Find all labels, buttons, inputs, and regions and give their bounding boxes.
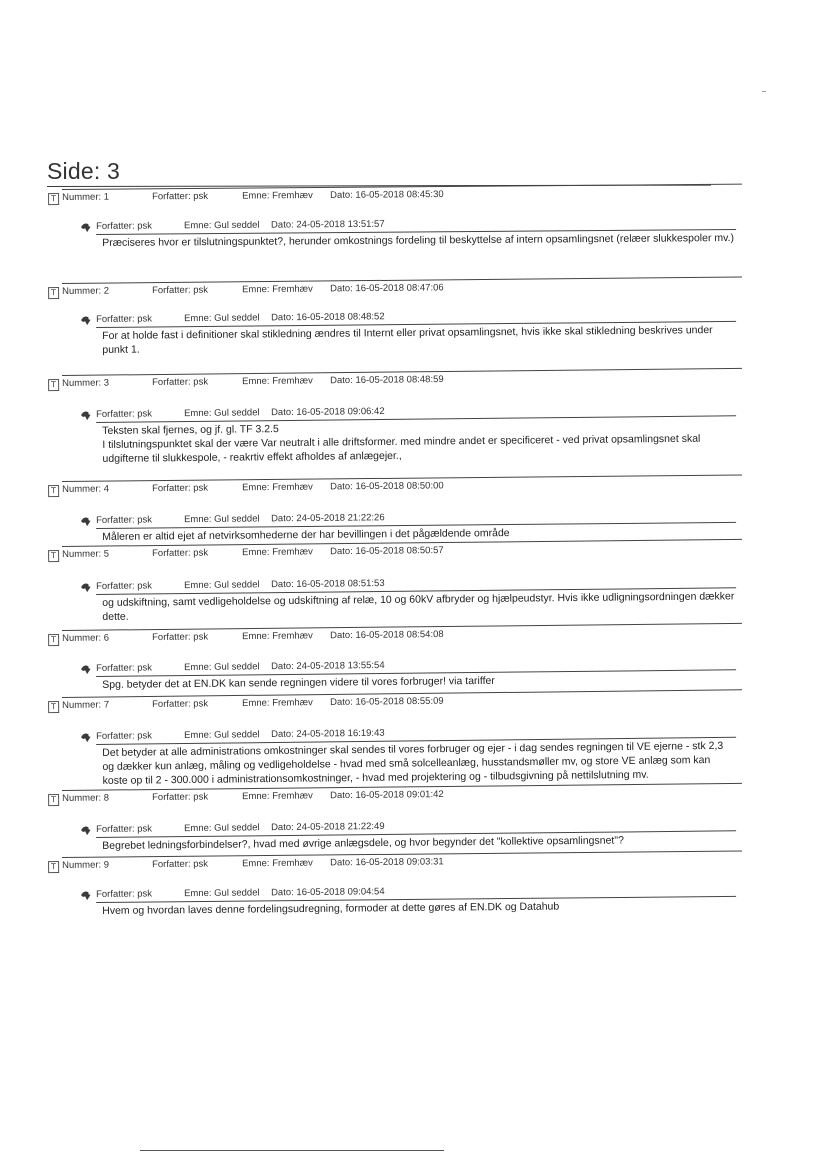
reply-author: Forfatter: psk [96, 408, 153, 420]
text-annotation-icon: T [48, 485, 59, 497]
reply-note [96, 574, 736, 624]
comment-entry [51, 368, 742, 394]
comment-author: Forfatter: psk [152, 376, 209, 389]
comment-subject: Emne: Fremhæv [242, 630, 313, 643]
comment-number: Nummer: 6 [62, 632, 110, 644]
comment-header [51, 276, 742, 302]
reply-author: Forfatter: psk [96, 514, 153, 526]
text-annotation-icon: T [48, 287, 59, 299]
reply-date: Dato: 16-05-2018 09:06:42 [270, 405, 385, 419]
comment-number: Nummer: 7 [62, 699, 110, 711]
comment-author: Forfatter: psk [152, 284, 209, 297]
page-title: Side: 3 [47, 158, 121, 184]
reply-note [96, 883, 736, 918]
reply-subject: Emne: Gul seddel [183, 579, 260, 592]
reply-subject: Emne: Gul seddel [183, 887, 260, 900]
reply-author: Forfatter: psk [96, 888, 153, 900]
comment-date: Dato: 16-05-2018 08:48:59 [330, 374, 444, 387]
comment-date: Dato: 16-05-2018 08:45:30 [330, 189, 444, 201]
reply-note [96, 656, 736, 692]
reply-arrow-icon [80, 581, 94, 593]
reply-subject: Emne: Gul seddel [183, 407, 260, 420]
comment-number: Nummer: 8 [62, 792, 110, 804]
comment-author: Forfatter: psk [152, 547, 209, 560]
comment-entry [51, 184, 742, 208]
reply-text: Teksten skal fjernes, og jf. gl. TF 3.2.5 I tilslutningspunktet skal der være Var neutralt i alle driftsformer. med mindre andet er specificeret - ved privat opsamlingsnet skal udgifterne til slukkespole, - reakrtiv effekt afholdes af anlægejer., [102, 423, 701, 465]
reply-arrow-icon [80, 889, 94, 901]
reply-date: Dato: 24-05-2018 21:22:26 [270, 512, 385, 525]
reply-subject: Emne: Gul seddel [183, 822, 260, 835]
text-annotation-icon: T [48, 550, 59, 562]
comment-header [51, 850, 742, 876]
comment-number: Nummer: 9 [62, 859, 110, 871]
reply-author: Forfatter: psk [96, 220, 153, 232]
reply-subject: Emne: Gul seddel [183, 312, 260, 325]
comment-author: Forfatter: psk [152, 791, 209, 804]
reply-note [96, 216, 736, 250]
comment-number: Nummer: 1 [62, 191, 110, 203]
text-annotation-icon: T [48, 794, 59, 806]
reply-arrow-icon [80, 824, 94, 836]
comment-number: Nummer: 2 [62, 285, 110, 297]
reply-author: Forfatter: psk [96, 823, 153, 835]
reply-note [96, 308, 736, 357]
comment-author: Forfatter: psk [152, 858, 209, 871]
comment-number: Nummer: 3 [62, 377, 110, 389]
comment-subject: Emne: Fremhæv [242, 283, 313, 296]
comment-subject: Emne: Fremhæv [242, 697, 313, 709]
reply-date: Dato: 24-05-2018 21:22:49 [270, 820, 385, 834]
reply-text: Hvem og hvordan laves denne fordelingsudregning, formoder at dette gøres af EN.DK og Datahub [102, 900, 560, 917]
reply-text: Spg. betyder det at EN.DK kan sende regningen videre til vores forbruger! via tariffer [102, 674, 495, 691]
reply-author: Forfatter: psk [96, 662, 153, 674]
reply-text: For at holde fast i definitioner skal stikledning ændres til Internt eller privat opsamlingsnet, hvis ikke skal stikledning beskrives under punkt 1. [102, 324, 713, 356]
text-annotation-icon: T [48, 701, 59, 713]
reply-note [96, 509, 736, 544]
reply-arrow-icon [80, 409, 94, 421]
comment-header [51, 184, 742, 208]
comment-header [51, 689, 742, 716]
reply-arrow-icon [80, 515, 94, 527]
comment-date: Dato: 16-05-2018 08:55:09 [330, 695, 444, 708]
reply-subject: Emne: Gul seddel [183, 513, 260, 526]
reply-note [96, 402, 737, 466]
reply-arrow-icon [80, 221, 94, 233]
comment-author: Forfatter: psk [152, 482, 209, 495]
reply-date: Dato: 16-05-2018 09:04:54 [270, 886, 385, 899]
comment-subject: Emne: Fremhæv [242, 546, 313, 559]
reply-text: Måleren er altid ejet af netvirksomhederne der har bevillingen i det pågældende område [102, 527, 510, 543]
comment-subject: Emne: Fremhæv [242, 190, 313, 202]
reply-date: Dato: 24-05-2018 13:51:57 [270, 218, 385, 231]
comment-entry [51, 474, 742, 500]
reply-subject: Emne: Gul seddel [183, 729, 260, 742]
reply-author: Forfatter: psk [96, 730, 153, 742]
comment-author: Forfatter: psk [152, 631, 209, 644]
reply-date: Dato: 16-05-2018 08:51:53 [270, 577, 385, 591]
comment-number: Nummer: 4 [62, 483, 110, 495]
reply-note [96, 817, 736, 853]
comment-number: Nummer: 5 [62, 548, 110, 560]
comment-subject: Emne: Fremhæv [242, 375, 313, 388]
comment-header [51, 623, 742, 649]
comment-date: Dato: 16-05-2018 08:50:57 [330, 545, 444, 558]
reply-text: Præciseres hvor er tilslutningspunktet?, herunder omkostnings fordeling til beskyttelse af intern opsamlingsnet (relæer slukkespoler mv.) [102, 231, 735, 249]
comment-entry [51, 276, 742, 302]
reply-arrow-icon [80, 663, 94, 675]
comment-entry [51, 623, 742, 649]
comment-entry [51, 689, 742, 716]
text-annotation-icon: T [48, 634, 59, 646]
comment-subject: Emne: Fremhæv [242, 481, 313, 494]
text-annotation-icon: T [48, 861, 59, 873]
reply-subject: Emne: Gul seddel [183, 661, 260, 674]
comment-author: Forfatter: psk [152, 698, 209, 710]
comment-date: Dato: 16-05-2018 08:47:06 [330, 282, 444, 295]
reply-text: og udskiftning, samt vedligeholdelse og udskiftning af relæ, 10 og 60kV afbryder og hjælpeudstyr. Hvis ikke udligningsordningen dækker dette. [102, 590, 735, 623]
comment-entry [51, 850, 742, 876]
comment-date: Dato: 16-05-2018 08:54:08 [330, 629, 444, 642]
text-annotation-icon: T [48, 193, 59, 205]
comment-subject: Emne: Fremhæv [242, 790, 313, 803]
text-annotation-icon: T [48, 379, 59, 391]
comment-header [51, 474, 742, 500]
footer-rule [140, 1150, 444, 1151]
reply-date: Dato: 24-05-2018 16:19:43 [270, 727, 385, 741]
reply-author: Forfatter: psk [96, 313, 153, 325]
reply-note [96, 724, 737, 788]
reply-arrow-icon [80, 731, 94, 743]
reply-date: Dato: 16-05-2018 08:48:52 [270, 311, 385, 324]
comment-header [51, 368, 742, 394]
reply-arrow-icon [80, 314, 94, 326]
reply-text: Det betyder at alle administrations omkostninger skal sendes til vores forbruger og ejer - i dag sendes regningen til VE ejerne - stk 2,3 og dækker kun anlæg, måling og vedligeholdelse - hvad med små solcelleanlæg, husstandsmøller mv, og store VE anlæg som kan koste op til 2 - 300.000 i administrationsomkostninger, - hvad med projektering og - tilbudsgivning på nettilslutning mv. [102, 739, 724, 787]
reply-subject: Emne: Gul seddel [183, 219, 260, 232]
comment-date: Dato: 16-05-2018 08:50:00 [330, 480, 444, 493]
reply-author: Forfatter: psk [96, 580, 153, 592]
reply-date: Dato: 24-05-2018 13:55:54 [270, 659, 385, 673]
comment-subject: Emne: Fremhæv [242, 857, 313, 870]
comment-author: Forfatter: psk [152, 190, 209, 203]
comment-date: Dato: 16-05-2018 09:03:31 [330, 856, 444, 869]
comment-date: Dato: 16-05-2018 09:01:42 [330, 789, 444, 802]
reply-text: Begrebet ledningsforbindelser?, hvad med øvrige anlægsdele, og hvor begynder det "kollektive opsamlingsnet"? [102, 834, 624, 852]
